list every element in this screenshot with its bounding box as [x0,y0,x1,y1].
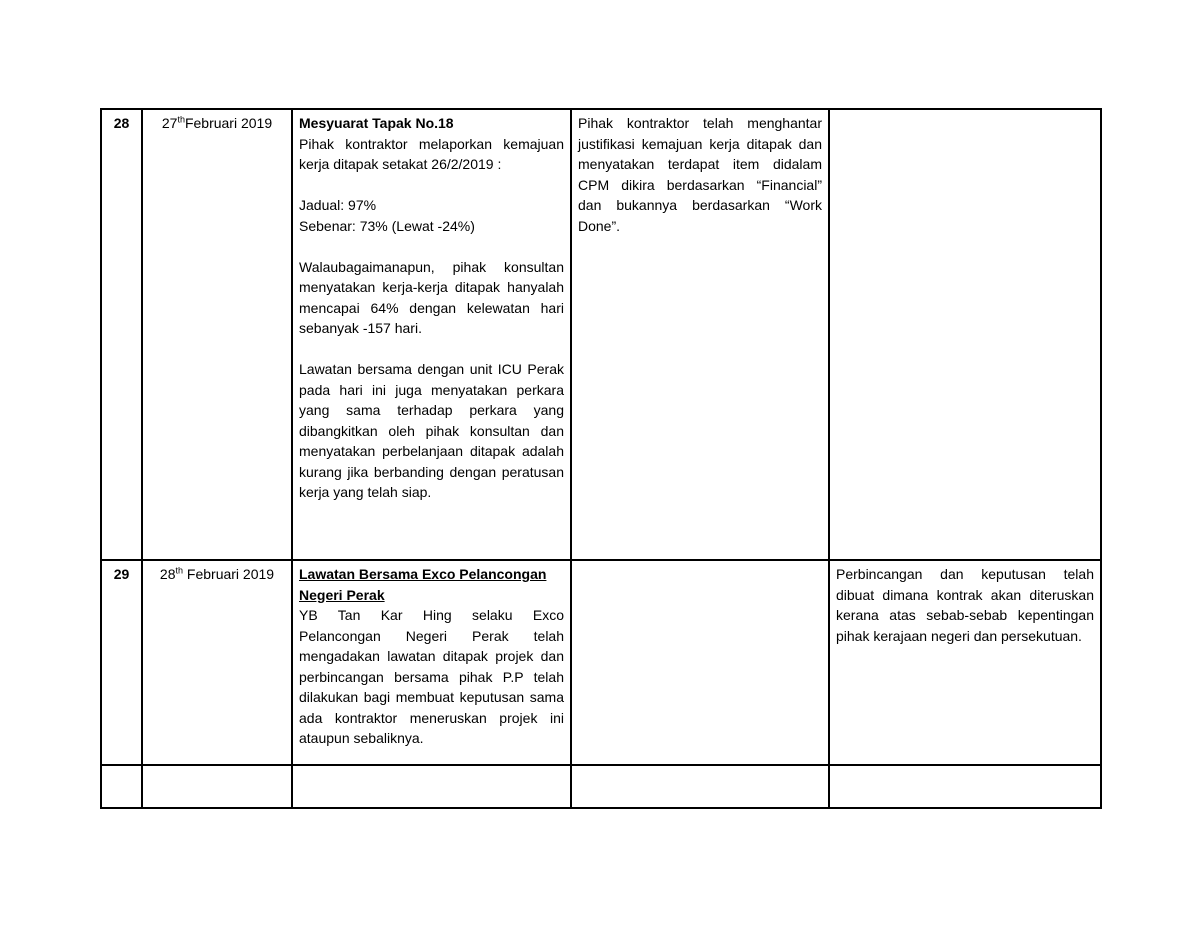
date-cell [142,560,292,765]
entry-paragraph: Pihak kontraktor melaporkan kemajuan kerja ditapak setakat 26/2/2019 : [299,135,564,172]
date-cell [142,765,292,808]
description-cell [292,560,571,765]
table-row [101,560,1101,765]
entry-title: Lawatan Bersama Exco Pelancongan Negeri Perak [299,566,547,603]
entry-title: Mesyuarat Tapak No.18 [299,115,454,131]
action-cell [571,109,829,560]
remark-text: Perbincangan dan keputusan telah dibuat dimana kontrak akan diteruskan kerana atas sebab-sebab kepentingan pihak kerajaan negeri dan persekutuan. [836,566,1094,644]
description-cell [292,765,571,808]
action-cell [571,765,829,808]
remark-cell [829,560,1101,765]
date-month-year: Februari 2019 [184,115,273,131]
remark-cell [829,109,1101,560]
row-number-cell [101,560,142,765]
date-day: 27 [161,115,178,131]
entry-paragraph: Jadual: 97% [299,197,377,213]
action-text: Pihak kontraktor telah menghantar justifikasi kemajuan kerja ditapak dan menyatakan terdapat item didalam CPM dikira berdasarkan “Financial” dan bukannya berdasarkan “Work Done”. [578,115,822,234]
date-suffix: th [175,565,184,576]
remark-cell [829,765,1101,808]
table-row [101,765,1101,808]
entry-paragraph: Sebenar: 73% (Lewat -24%) [299,217,475,234]
table-row [101,109,1101,560]
row-number: 28 [113,115,130,131]
row-number-cell [101,109,142,560]
entry-paragraph: Lawatan bersama dengan unit ICU Perak pada hari ini juga menyatakan perkara yang sama terhadap perkara yang dibangkitkan oleh pihak konsultan dan menyatakan perbelanjaan ditapak adalah kurang jika berbanding dengan peratusan kerja yang telah siap. [299,361,564,500]
action-cell [571,560,829,765]
date-suffix: th [177,114,185,125]
date-month-year: Februari 2019 [183,566,275,582]
entry-paragraph: Walaubagaimanapun, pihak konsultan menyatakan kerja-kerja ditapak hanyalah mencapai 64% dengan kelewatan hari sebanyak -157 hari. [299,258,564,336]
minutes-table [100,108,1102,809]
date-cell [142,109,292,560]
row-number-cell [101,765,142,808]
description-cell [292,109,571,560]
row-number: 29 [113,566,130,582]
entry-paragraph: YB Tan Kar Hing selaku Exco Pelancongan Negeri Perak telah mengadakan lawatan ditapak projek dan perbincangan bersama pihak P.P telah dilakukan bagi membuat keputusan sama ada kontraktor meneruskan projek ini ataupun sebaliknya. [299,607,564,746]
date-day: 28 [159,566,176,582]
